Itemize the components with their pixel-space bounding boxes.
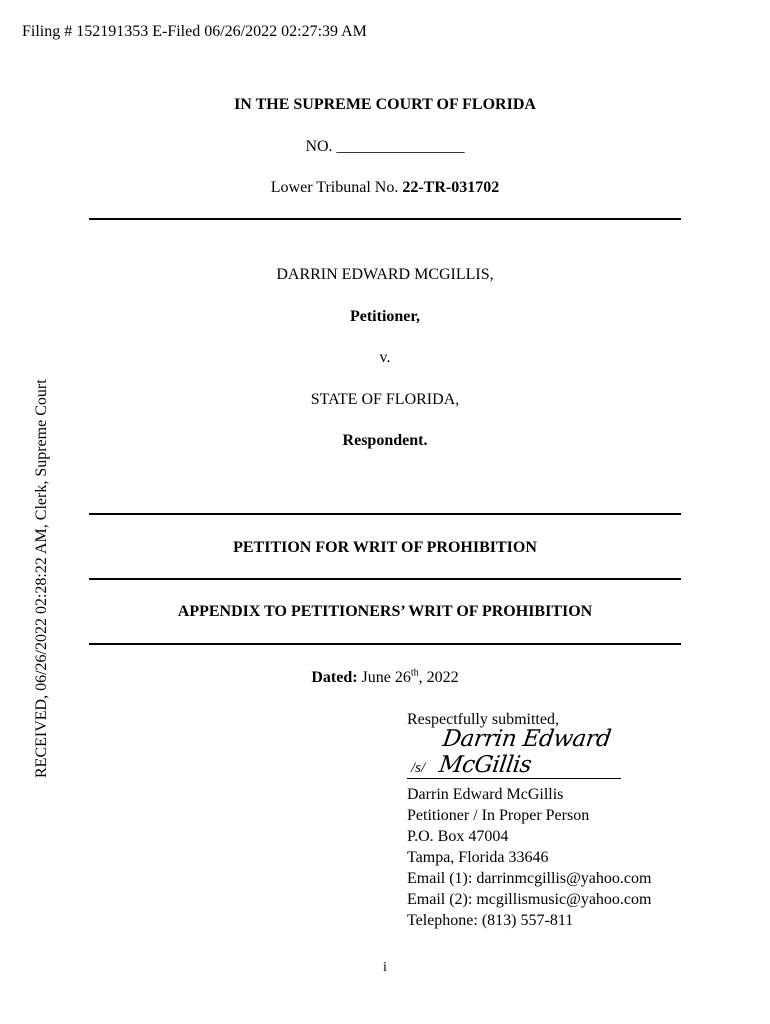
petitioner-name: DARRIN EDWARD MCGILLIS,: [276, 266, 494, 283]
petitioner-role: Petitioner,: [349, 308, 421, 325]
dated-line: [89, 668, 681, 688]
signer-email-2: Email (2): mcgillismusic@yahoo.com: [407, 891, 652, 908]
divider-appendix: [89, 643, 681, 645]
signature-line: [407, 726, 621, 779]
dated-date: June 26th, 2022: [361, 667, 459, 686]
versus: v.: [379, 349, 391, 366]
closing-line: Respectfully submitted,: [407, 711, 559, 728]
divider-top: [89, 218, 681, 220]
lower-tribunal-number: 22-TR-031702: [402, 179, 500, 196]
signer-role: Petitioner / In Proper Person: [407, 807, 590, 824]
filing-stamp: Filing # 152191353 E-Filed 06/26/2022 02:27:39 AM: [22, 23, 367, 40]
received-stamp: RECEIVED, 06/26/2022 02:28:22 AM, Clerk, Supreme Court: [33, 379, 50, 778]
court-name: IN THE SUPREME COURT OF FLORIDA: [234, 96, 536, 113]
page-number: i: [383, 960, 387, 975]
divider-petition: [89, 578, 681, 580]
dated-label: Dated:: [311, 669, 358, 686]
petition-title: PETITION FOR WRIT OF PROHIBITION: [233, 539, 537, 556]
signer-email-1: Email (1): darrinmcgillis@yahoo.com: [407, 870, 652, 887]
signer-telephone: Telephone: (813) 557-811: [407, 912, 574, 929]
lower-tribunal: [89, 178, 681, 198]
case-number: NO. ________________: [305, 138, 465, 155]
signature-details: [407, 784, 651, 931]
signature-prefix: /s/: [411, 760, 426, 776]
divider-caption-bottom: [89, 513, 681, 515]
signer-city: Tampa, Florida 33646: [407, 849, 549, 866]
respondent-name: STATE OF FLORIDA,: [310, 391, 460, 408]
appendix-title: APPENDIX TO PETITIONERS’ WRIT OF PROHIBITION: [177, 603, 593, 620]
signer-po-box: P.O. Box 47004: [407, 828, 509, 845]
respondent-role: Respondent.: [342, 432, 428, 449]
signer-name: Darrin Edward McGillis: [407, 786, 564, 803]
lower-tribunal-label: Lower Tribunal No.: [270, 179, 399, 196]
signature-script: Darrin Edward McGillis: [437, 726, 613, 778]
